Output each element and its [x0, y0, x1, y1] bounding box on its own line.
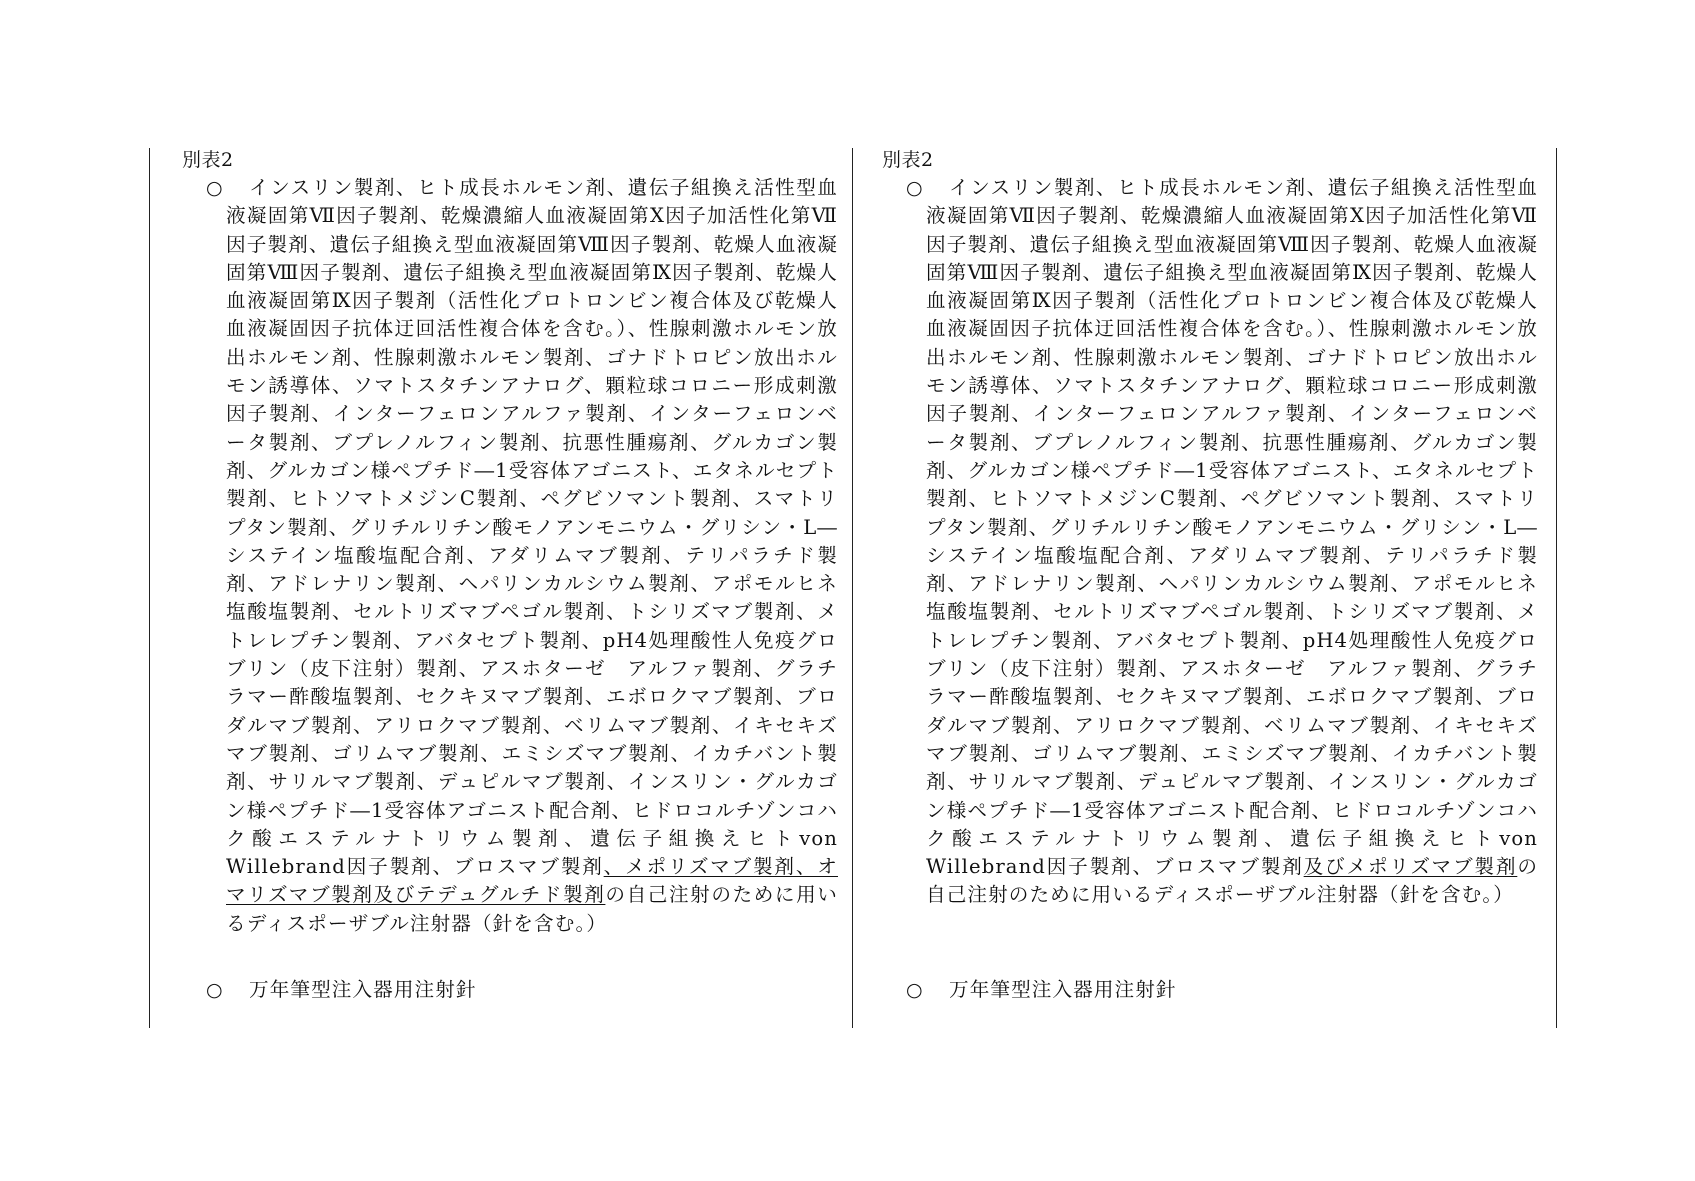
- list-item-needles: [880, 976, 1570, 1004]
- drug-list-text: インスリン製剤、ヒト成長ホルモン剤、遺伝子組換え活性型血液凝固第Ⅶ因子製剤、乾燥濃縮人血液凝固第Ⅹ因子加活性化第Ⅶ因子製剤、遺伝子組換え型血液凝固第Ⅷ因子製剤、乾燥人血液凝固第Ⅷ因子製剤、遺伝子組換え型血液凝固第Ⅸ因子製剤、乾燥人血液凝固第Ⅸ因子製剤（活性化プロトロンビン複合体及び乾燥人血液凝固因子抗体迂回活性複合体を含む。）、性腺刺激ホルモン放出ホルモン剤、性腺刺激ホルモン製剤、ゴナドトロピン放出ホルモン誘導体、ソマトスタチンアナログ、顆粒球コロニー形成刺激因子製剤、インターフェロンアルファ製剤、インターフェロンベータ製剤、ブプレノルフィン製剤、抗悪性腫瘍剤、グルカゴン製剤、グルカゴン様ペプチド―1受容体アゴニスト、エタネルセプト製剤、ヒトソマトメジンC製剤、ペグビソマント製剤、スマトリプタン製剤、グリチルリチン酸モノアンモニウム・グリシン・L―システイン塩酸塩配合剤、アダリムマブ製剤、テリパラチド製剤、アドレナリン製剤、ヘパリンカルシウム製剤、アポモルヒネ塩酸塩製剤、セルトリズマブペゴル製剤、トシリズマブ製剤、メトレレプチン製剤、アバタセプト製剤、pH4処理酸性人免疫グロブリン（皮下注射）製剤、アスホターゼ アルファ製剤、グラチラマー酢酸塩製剤、セクキヌマブ製剤、エボロクマブ製剤、ブロダルマブ製剤、アリロクマブ製剤、ベリムマブ製剤、イキセキズマブ製剤、ゴリムマブ製剤、エミシズマブ製剤、イカチバント製剤、サリルマブ製剤、デュピルマブ製剤、インスリン・グルカゴン様ペプチド―1受容体アゴニスト配合剤、ヒドロコルチゾンコハク酸エステルナトリウム製剤、遺伝子組換えヒトvon Willebrand因子製剤、ブロスマブ製剤: [926, 176, 1538, 879]
- circle-bullet-icon: ○: [906, 978, 923, 1001]
- list-item-text: [226, 174, 838, 938]
- circle-bullet-icon: ○: [206, 177, 223, 199]
- drug-list-text: インスリン製剤、ヒト成長ホルモン剤、遺伝子組換え活性型血液凝固第Ⅶ因子製剤、乾燥濃縮人血液凝固第Ⅹ因子加活性化第Ⅶ因子製剤、遺伝子組換え型血液凝固第Ⅷ因子製剤、乾燥人血液凝固第Ⅷ因子製剤、遺伝子組換え型血液凝固第Ⅸ因子製剤、乾燥人血液凝固第Ⅸ因子製剤（活性化プロトロンビン複合体及び乾燥人血液凝固因子抗体迂回活性複合体を含む。）、性腺刺激ホルモン放出ホルモン剤、性腺刺激ホルモン製剤、ゴナドトロピン放出ホルモン誘導体、ソマトスタチンアナログ、顆粒球コロニー形成刺激因子製剤、インターフェロンアルファ製剤、インターフェロンベータ製剤、ブプレノルフィン製剤、抗悪性腫瘍剤、グルカゴン製剤、グルカゴン様ペプチド―1受容体アゴニスト、エタネルセプト製剤、ヒトソマトメジンC製剤、ペグビソマント製剤、スマトリプタン製剤、グリチルリチン酸モノアンモニウム・グリシン・L―システイン塩酸塩配合剤、アダリムマブ製剤、テリパラチド製剤、アドレナリン製剤、ヘパリンカルシウム製剤、アポモルヒネ塩酸塩製剤、セルトリズマブペゴル製剤、トシリズマブ製剤、メトレレプチン製剤、アバタセプト製剤、pH4処理酸性人免疫グロブリン（皮下注射）製剤、アスホターゼ アルファ製剤、グラチラマー酢酸塩製剤、セクキヌマブ製剤、エボロクマブ製剤、ブロダルマブ製剤、アリロクマブ製剤、ベリムマブ製剤、イキセキズマブ製剤、ゴリムマブ製剤、エミシズマブ製剤、イカチバント製剤、サリルマブ製剤、デュピルマブ製剤、インスリン・グルカゴン様ペプチド―1受容体アゴニスト配合剤、ヒドロコルチゾンコハク酸エステルナトリウム製剤、遺伝子組換えヒトvon Willebrand因子製剤、ブロスマブ製剤: [226, 176, 838, 879]
- underlined-amendment-text: 及びメポリズマブ製剤: [1303, 855, 1518, 879]
- item-tail-text: の自己注射のために用いるディスポーザブル注射器（針を含む。）: [926, 855, 1539, 907]
- list-item-syringes: [880, 174, 1570, 910]
- left-column: [180, 146, 870, 1004]
- left-border-line: [149, 148, 150, 1028]
- right-column: [880, 146, 1570, 1004]
- underlined-amendment-text: 、メポリズマブ製剤、オマリズマブ製剤及びテデュグルチド製剤: [226, 855, 838, 907]
- list-item-text: 万年筆型注入器用注射針: [949, 977, 1177, 1001]
- table-heading: 別表2: [882, 149, 934, 171]
- circle-bullet-icon: ○: [206, 979, 223, 1002]
- list-item-text: [926, 174, 1538, 910]
- list-item-text: 万年筆型注入器用注射針: [249, 978, 477, 1002]
- list-item-syringes: [180, 174, 870, 938]
- table-heading: 別表2: [182, 149, 234, 171]
- circle-bullet-icon: ○: [906, 177, 923, 199]
- item-tail-text: の自己注射のために用いるディスポーザブル注射器（針を含む。）: [226, 883, 838, 935]
- list-item-needles: [180, 976, 870, 1004]
